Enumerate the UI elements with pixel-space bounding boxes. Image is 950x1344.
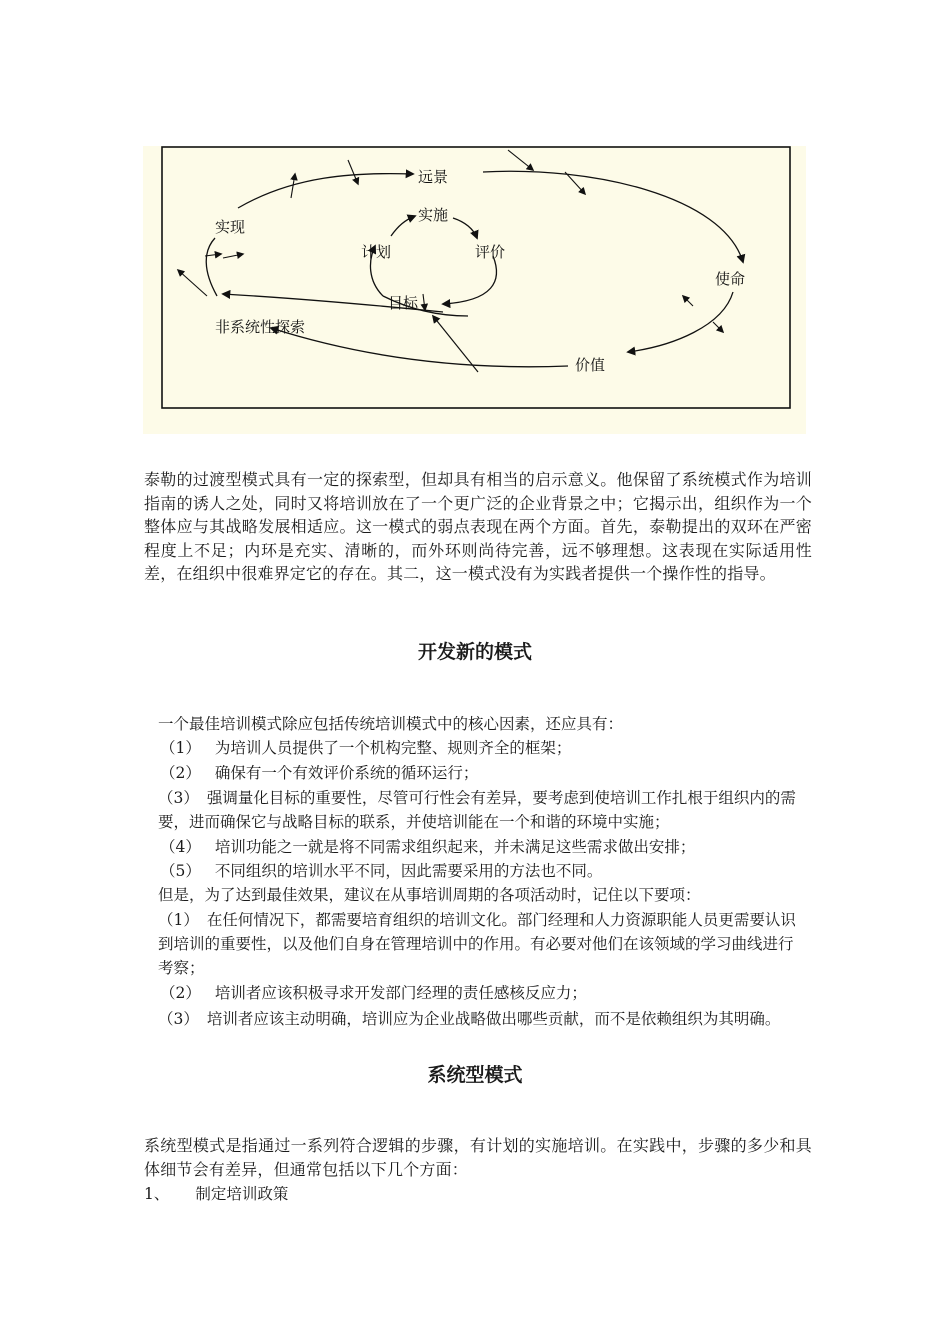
step-text: 制定培训政策: [195, 1185, 289, 1203]
tick-7: [178, 270, 207, 296]
arc-value-explore: [271, 328, 568, 367]
list2-item-1: [158, 908, 806, 980]
tick-2: [348, 160, 358, 184]
list2-item-3: [158, 1007, 806, 1031]
list-text: 培训者应该主动明确，培训应为企业战略做出哪些贡献，而不是依赖组织为其明确。: [206, 1010, 781, 1028]
heading-new-model: 开发新的模式: [417, 641, 532, 663]
arc-realize-vision: [238, 174, 413, 208]
list1-item-5: [160, 860, 602, 884]
tick-8: [683, 296, 693, 306]
label-goal: 目标: [388, 294, 419, 312]
arc-mission-value: [628, 292, 733, 352]
list2-item-2: [160, 982, 587, 1006]
list1-item-1: [160, 737, 571, 761]
loop-plan-implement: [391, 216, 415, 236]
list-text: 培训者应该积极寻求开发部门经理的责任感核反应力；: [214, 984, 587, 1002]
list-number: （1）: [158, 911, 199, 929]
list-number: （4）: [160, 838, 201, 856]
arc-explore-realize: [206, 238, 217, 296]
label-explore: 非系统性探索: [215, 318, 306, 336]
list-number: （3）: [158, 1010, 199, 1028]
list-text: 为培训人员提供了一个机构完整、规则齐全的框架；: [214, 739, 572, 757]
diagram-svg: [143, 146, 806, 434]
step-number: 1、: [144, 1185, 170, 1203]
paragraph-system: 系统型模式是指通过一系列符合逻辑的步骤，有计划的实施培训。在实践中，步骤的多少和具体细节会有差异，但通常包括以下几个方面：: [144, 1136, 812, 1179]
transition-model-diagram: [143, 146, 806, 434]
loop-implement-evaluate: [453, 218, 477, 238]
list-text: 不同组织的培训水平不同，因此需要采用的方法也不同。: [214, 862, 603, 880]
label-implement: 实施: [418, 206, 449, 224]
list-number: （5）: [160, 862, 201, 880]
step-1: [144, 1183, 288, 1207]
list-number: （2）: [160, 764, 201, 782]
list-number: （3）: [158, 789, 199, 807]
list1-item-3: [158, 786, 806, 834]
list-number: （1）: [160, 739, 201, 757]
tick-10: [423, 294, 425, 310]
list-text: 强调量化目标的重要性，尽管可行性会有差异，要考虑到使培训工作扎根于组织内的需要，进而确保它与战略目标的联系，并使培训能在一个和谐的环境中实施；: [158, 789, 796, 831]
list-text: 培训功能之一就是将不同需求组织起来，并未满足这些需求做出安排；: [214, 838, 696, 856]
list-text: 确保有一个有效评价系统的循环运行；: [214, 764, 479, 782]
heading-system-model: 系统型模式: [427, 1064, 523, 1086]
tick-5: [205, 254, 221, 256]
label-plan: 计划: [361, 243, 392, 261]
paragraph-taylor: 泰勒的过渡型模式具有一定的探索型，但却具有相当的启示意义。他保留了系统模式作为培训指南的诱人之处，同时又将培训放在了一个更广泛的企业背景之中；它揭示出，组织作为一个整体应与其战略发展相适应。这一模式的弱点表现在两个方面。首先，泰勒提出的双环在严密程度上不足；内环是充实、清晰的，而外环则尚待完善，远不够理想。这表现在实际适用性差，在组织中很难界定它的存在。其二，这一模式没有为实践者提供一个操作性的指导。: [144, 470, 812, 583]
tick-6: [223, 254, 243, 258]
label-vision: 远景: [418, 168, 449, 186]
but-line: 但是，为了达到最佳效果，建议在从事培训周期的各项活动时，记住以下要项：: [158, 886, 701, 904]
intro-line: 一个最佳培训模式除应包括传统培训模式中的核心因素，还应具有：: [158, 715, 624, 733]
arc-vision-mission: [483, 171, 743, 262]
label-mission: 使命: [715, 270, 746, 288]
loop-evaluate-goal: [443, 256, 496, 304]
label-value: 价值: [575, 356, 606, 374]
tick-3: [508, 150, 533, 170]
list-text: 在任何情况下，都需要培育组织的培训文化。部门经理和人力资源职能人员更需要认识到培训的重要性，以及他们自身在管理培训中的作用。有必要对他们在该领域的学习曲线进行考察；: [158, 911, 796, 977]
list1-item-4: [160, 836, 695, 860]
list-number: （2）: [160, 984, 201, 1002]
label-realize: 实现: [215, 218, 246, 236]
tick-9: [713, 322, 723, 332]
label-evaluate: 评价: [475, 243, 506, 261]
list1-item-2: [160, 762, 478, 786]
